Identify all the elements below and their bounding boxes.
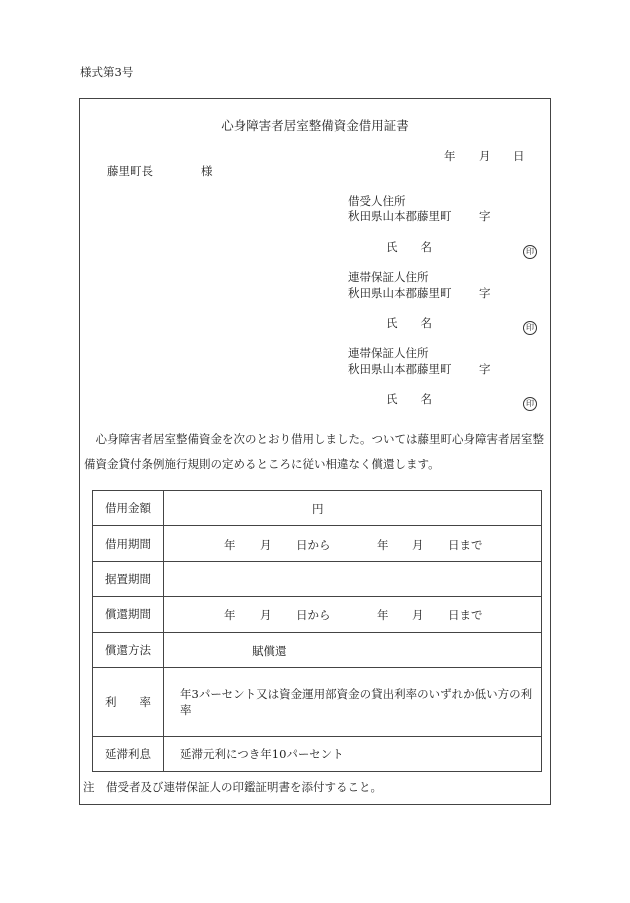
repayment-period-start-month: 月 [260, 608, 272, 623]
guarantor-2-aza-label: 字 [479, 362, 491, 376]
addressee-name: 藤里町長 [107, 164, 153, 178]
repayment-period-end-year: 年 [377, 608, 389, 623]
loan-period-end-day: 日まで [448, 537, 483, 552]
addressee-honorific: 様 [201, 164, 213, 178]
guarantor-2-address-label: 連帯保証人住所 [348, 346, 429, 360]
row-label-repayment-method: 償還方法 [93, 632, 164, 667]
repayment-period-start-day: 日から [296, 608, 331, 623]
row-label-deferment-period: 据置期間 [93, 561, 164, 596]
date-year-label: 年 [444, 149, 456, 163]
table-row [93, 597, 542, 632]
table-row [93, 736, 542, 771]
loan-period-cell [164, 526, 542, 561]
borrower-address-label: 借受人住所 [348, 194, 406, 208]
row-label-loan-amount: 借用金額 [93, 491, 164, 526]
borrower-address: 秋田県山本郡藤里町 [348, 209, 452, 223]
repayment-method-text: 賦償還 [252, 643, 287, 658]
repayment-period-start-year: 年 [224, 608, 236, 623]
late-interest-text: 延滞元利につき年10パーセント [164, 736, 542, 771]
borrower-seal-mark: 印 [523, 245, 537, 259]
table-row [93, 491, 542, 526]
row-label-late-interest: 延滞利息 [93, 736, 164, 771]
row-label-loan-period: 借用期間 [93, 526, 164, 561]
interest-rate-text: 年3パーセント又は資金運用部資金の貸出利率のいずれか低い方の利率 [164, 667, 542, 736]
document-title: 心身障害者居室整備資金借用証書 [221, 118, 409, 133]
table-row [93, 526, 542, 561]
loan-terms-table [92, 490, 542, 772]
repayment-period-end-day: 日まで [448, 608, 483, 623]
guarantor-1-seal-mark: 印 [523, 321, 537, 335]
borrower-aza-label: 字 [479, 209, 491, 223]
guarantor-1-name-label: 氏 名 [386, 316, 432, 330]
loan-amount-cell [164, 491, 542, 526]
loan-period-start-day: 日から [296, 537, 331, 552]
guarantor-2-name-label: 氏 名 [386, 392, 432, 406]
loan-amount-unit: 円 [312, 502, 324, 517]
row-label-interest-rate: 利 率 [93, 667, 164, 736]
statement-text: 心身障害者居室整備資金を次のとおり借用しました。ついては藤里町心身障害者居室整備資金貸付条例施行規則の定めるところに従い相違なく償還します。 [84, 432, 544, 471]
loan-period-end-year: 年 [377, 537, 389, 552]
date-month-label: 月 [479, 149, 491, 163]
loan-period-end-month: 月 [412, 537, 424, 552]
loan-period-start-year: 年 [224, 537, 236, 552]
footnote: 注 借受者及び連帯保証人の印鑑証明書を添付すること。 [83, 780, 382, 794]
deferment-period-cell [164, 561, 542, 596]
guarantor-1-address: 秋田県山本郡藤里町 [348, 286, 452, 300]
row-label-repayment-period: 償還期間 [93, 597, 164, 632]
statement-paragraph [84, 427, 544, 477]
form-number: 様式第3号 [80, 65, 134, 79]
borrower-name-label: 氏 名 [386, 240, 432, 254]
guarantor-1-aza-label: 字 [479, 286, 491, 300]
loan-period-start-month: 月 [260, 537, 272, 552]
date-day-label: 日 [513, 149, 525, 163]
table-row [93, 667, 542, 736]
guarantor-2-address: 秋田県山本郡藤里町 [348, 362, 452, 376]
guarantor-1-address-label: 連帯保証人住所 [348, 270, 429, 284]
repayment-period-end-month: 月 [412, 608, 424, 623]
table-row [93, 561, 542, 596]
repayment-method-cell [164, 632, 542, 667]
repayment-period-cell [164, 597, 542, 632]
table-row [93, 632, 542, 667]
guarantor-2-seal-mark: 印 [523, 397, 537, 411]
